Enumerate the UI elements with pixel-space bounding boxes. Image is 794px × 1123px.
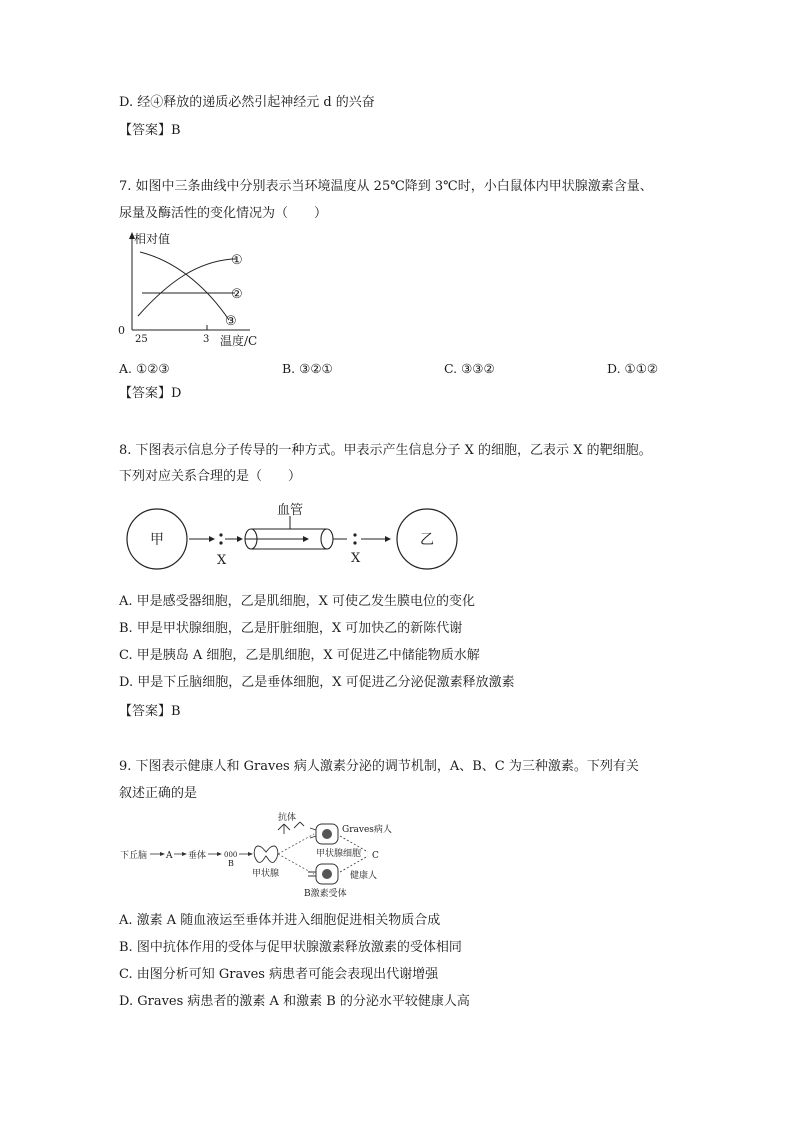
q7-x-tick-start: 25 <box>135 334 148 345</box>
q8-option-b: B. 甲是甲状腺细胞，乙是肝脏细胞，X 可加快乙的新陈代谢 <box>119 621 463 636</box>
q7-curve-label-1: ① <box>231 253 243 268</box>
q8-cell-a-label: 甲 <box>150 532 164 548</box>
q8-stem-line2: 下列对应关系合理的是（ ） <box>119 469 302 484</box>
q7-curve-1 <box>138 259 232 316</box>
q9-healthy-label: 健康人 <box>350 871 378 881</box>
q9-thyroid-label: 甲状腺 <box>252 869 280 879</box>
q7-x-tick-end: 3 <box>203 334 210 345</box>
q9-stem-line1: 9. 下图表示健康人和 Graves 病人激素分泌的调节机制，A、B、C 为三种激素。下列有关 <box>119 759 639 774</box>
q7-stem-line1: 7. 如图中三条曲线中分别表示当环境温度从 25℃降到 3℃时，小白鼠体内甲状腺激素含量、 <box>119 179 653 194</box>
q9-graves-cell <box>310 824 338 844</box>
q9-graves-label: Graves病人 <box>342 825 392 835</box>
q7-stem-line2: 尿量及酶活性的变化情况为（ ） <box>119 206 328 221</box>
q9-option-c: C. 由图分析可知 Graves 病患者可能会表现出代谢增强 <box>119 967 439 982</box>
q7-y-label: 相对值 <box>134 232 171 246</box>
q6-option-d: D. 经④释放的递质必然引起神经元 d 的兴奋 <box>119 95 375 110</box>
q9-option-a: A. 激素 A 随血液运至垂体并进入细胞促进相关物质合成 <box>119 913 441 928</box>
q7-curve-label-2: ② <box>231 287 243 302</box>
q7-option-a: A. ①②③ <box>119 361 170 376</box>
q9-thyroid-cell-label: 甲状腺细胞 <box>316 849 362 859</box>
q9-pituitary: 垂体 <box>188 851 207 861</box>
q7-origin: 0 <box>118 324 125 337</box>
q8-option-a: A. 甲是感受器细胞，乙是肌细胞，X 可使乙发生膜电位的变化 <box>119 594 476 609</box>
q7-curve-label-3: ③ <box>225 314 237 329</box>
q7-x-label: 温度/C <box>220 334 258 348</box>
q7-option-b: B. ③②① <box>282 361 333 376</box>
q9-figure <box>118 812 408 902</box>
q8-cell-b-label: 乙 <box>420 532 434 548</box>
q8-vessel-label: 血管 <box>277 503 304 518</box>
q9-receptor-label: B激素受体 <box>304 889 347 899</box>
q9-hormone-b: B <box>228 859 234 868</box>
q7-option-d: D. ①①② <box>607 361 659 376</box>
q8-figure <box>125 500 465 580</box>
q9-stem-line2: 叙述正确的是 <box>119 786 198 801</box>
q9-dots: 000 <box>224 851 238 859</box>
q7-answer: 【答案】D <box>119 386 182 401</box>
q9-thyroid-gland <box>254 846 278 862</box>
q9-healthy-cell <box>308 864 338 884</box>
q9-antibody <box>278 822 304 834</box>
q8-blood-vessel <box>245 516 333 549</box>
q8-option-c: C. 甲是胰岛 A 细胞，乙是肌细胞，X 可促进乙中储能物质水解 <box>119 648 480 663</box>
q8-molecule-1: X <box>217 553 227 568</box>
q7-option-c: C. ③③② <box>444 361 495 376</box>
q7-figure <box>110 228 280 353</box>
q6-answer: 【答案】B <box>119 123 181 138</box>
q9-hormone-a: A <box>166 851 173 861</box>
q8-answer: 【答案】B <box>119 704 181 719</box>
q9-option-d: D. Graves 病患者的激素 A 和激素 B 的分泌水平较健康人高 <box>119 994 470 1009</box>
q9-antibody-label: 抗体 <box>278 813 297 823</box>
q8-molecule-2: X <box>351 551 361 566</box>
q9-hormone-c: C <box>372 851 379 861</box>
q9-hypothalamus: 下丘脑 <box>120 851 148 861</box>
q9-option-b: B. 图中抗体作用的受体与促甲状腺激素释放激素的受体相同 <box>119 940 462 955</box>
q8-option-d: D. 甲是下丘脑细胞，乙是垂体细胞，X 可促进乙分泌促激素释放激素 <box>119 675 515 690</box>
q8-stem-line1: 8. 下图表示信息分子传导的一种方式。甲表示产生信息分子 X 的细胞，乙表示 X 的靶细胞。 <box>119 443 652 458</box>
